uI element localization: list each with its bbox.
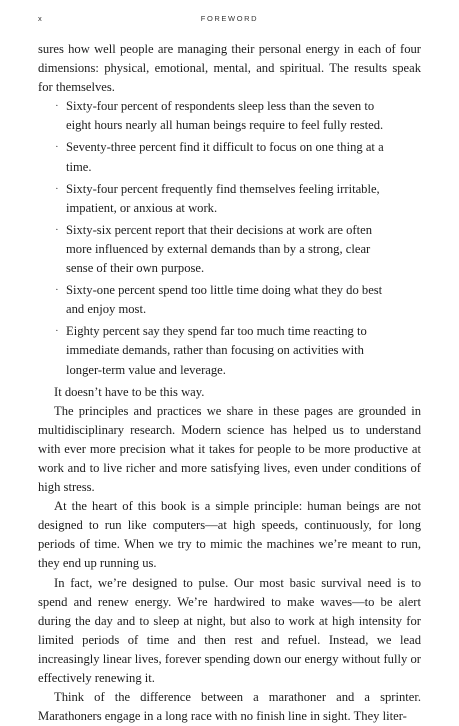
list-item bbox=[38, 322, 421, 379]
list-item-text: Sixty-one percent spend too little time doing what they do best and enjoy most. bbox=[66, 283, 383, 317]
list-item-text: Eighty percent say they spend far too much time reacting to immediate demands, rather than focusing on activities with longer-term value and leverage. bbox=[66, 324, 367, 377]
list-item-text: Seventy-three percent find it difficult to focus on one thing at a time. bbox=[66, 140, 384, 174]
bullet-icon: · bbox=[55, 284, 59, 297]
paragraph: It doesn’t have to be this way. bbox=[54, 384, 205, 399]
list-item bbox=[38, 180, 421, 218]
page-number: x bbox=[38, 14, 44, 23]
bullet-icon: · bbox=[55, 141, 59, 154]
bullet-icon: · bbox=[55, 100, 59, 113]
body-text bbox=[38, 40, 421, 726]
list-item-text: Sixty-six percent report that their decisions at work are often more influenced by external demands than by a strong, clear sense of their own purpose. bbox=[66, 222, 373, 276]
paragraph: The principles and practices we share in these pages are grounded in multidisciplinary research. Modern science has helped us to understand with ever more precision what it takes for people to be more productive at work and to live richer and more satisfying lives, even under conditions of high stress. bbox=[38, 403, 421, 495]
survey-results-list bbox=[38, 97, 421, 379]
section-title: FOREWORD bbox=[200, 14, 259, 23]
list-item bbox=[38, 221, 421, 278]
bullet-icon: · bbox=[55, 223, 59, 236]
running-head bbox=[38, 14, 421, 28]
list-item bbox=[38, 97, 421, 135]
bullet-icon: · bbox=[55, 182, 59, 195]
list-item-text: Sixty-four percent of respondents sleep less than the seven to eight hours nearly all human beings require to feel fully rested. bbox=[66, 99, 384, 133]
list-item bbox=[38, 138, 421, 176]
paragraph: Think of the difference between a marathoner and a sprinter. Marathoners engage in a long race with no finish line in sight. They liter- bbox=[38, 690, 421, 724]
paragraph: At the heart of this book is a simple principle: human beings are not designed to run like computers—at high speeds, continuously, for long periods of time. When we try to mimic the machines we’re meant to run, they end up running us. bbox=[38, 499, 421, 571]
list-item bbox=[38, 281, 421, 319]
list-item-text: Sixty-four percent frequently find themselves feeling irritable, impatient, or anxious at work. bbox=[66, 181, 380, 215]
bullet-icon: · bbox=[55, 325, 59, 338]
paragraph: In fact, we’re designed to pulse. Our most basic survival need is to spend and renew energy. We’re hardwired to make waves—to be alert during the day and to sleep at night, but also to work at high intensity for limited periods of time and then rest and refuel. Instead, we lead increasingly linear lives, forever spending down our energy without fully or effectively renewing it. bbox=[38, 575, 421, 685]
intro-paragraph: sures how well people are managing their personal energy in each of four dimensions: physical, emotional, mental, and spiritual. The results speak for themselves. bbox=[38, 42, 421, 95]
